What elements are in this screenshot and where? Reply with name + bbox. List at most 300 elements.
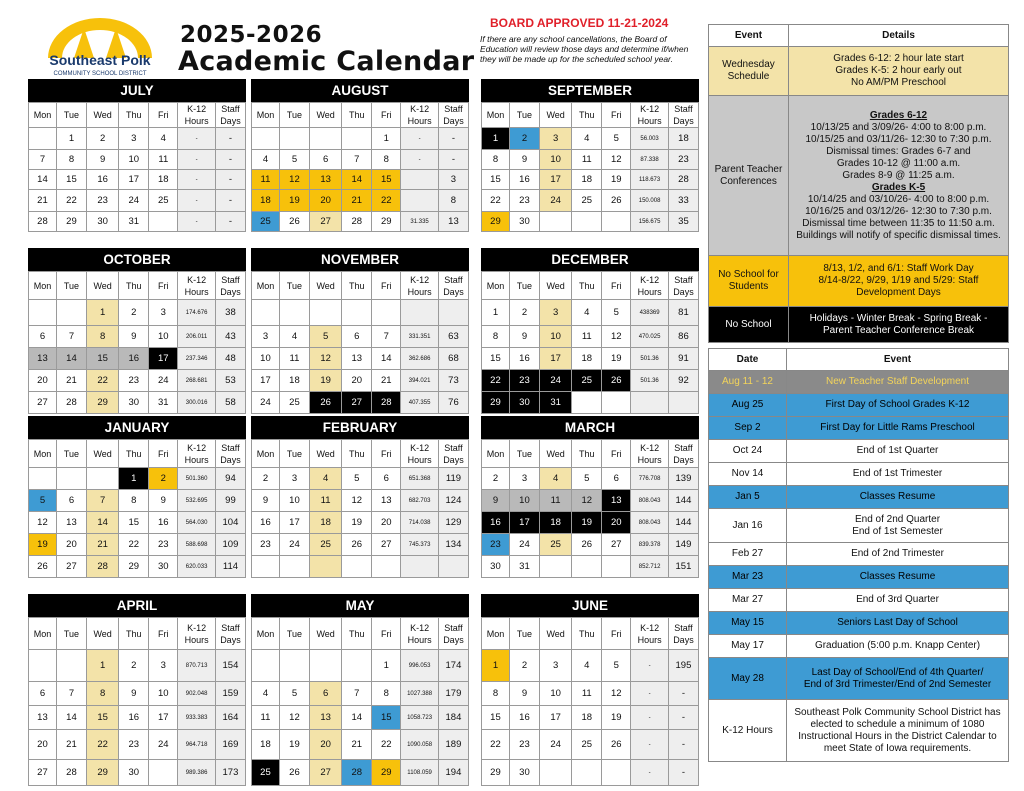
weekday-header: Tue <box>56 272 86 300</box>
month-february <box>251 416 469 578</box>
day-cell: 14 <box>87 512 119 534</box>
day-cell: 24 <box>540 190 572 212</box>
staff-days-cell: - <box>668 682 698 706</box>
weekday-header: Mon <box>252 272 280 300</box>
day-cell: 13 <box>56 512 86 534</box>
staff-days-cell: 28 <box>668 170 698 190</box>
day-cell: 7 <box>342 682 372 706</box>
day-cell: 29 <box>372 212 401 232</box>
day-cell: 11 <box>540 490 572 512</box>
month-title: NOVEMBER <box>251 248 469 271</box>
day-cell: 10 <box>509 490 539 512</box>
weekday-header: Tue <box>279 440 309 468</box>
k12-hours-cell: 964.718 <box>178 730 216 760</box>
weekday-header: K-12 Hours <box>178 103 216 128</box>
event-date: Feb 27 <box>709 543 787 566</box>
day-cell: 4 <box>279 326 309 348</box>
staff-days-cell: 8 <box>438 190 468 212</box>
day-cell: 23 <box>482 534 510 556</box>
staff-days-cell: 144 <box>668 512 698 534</box>
staff-days-cell: 109 <box>215 534 245 556</box>
day-cell: 31 <box>509 556 539 578</box>
day-cell <box>602 392 631 414</box>
day-cell: 24 <box>279 534 309 556</box>
day-cell: 9 <box>87 150 119 170</box>
k12-hours-cell: 438369 <box>631 300 669 326</box>
k12-hours-cell: 206.011 <box>178 326 216 348</box>
day-cell: 11 <box>279 348 309 370</box>
month-title: APRIL <box>28 594 246 617</box>
month-september <box>481 79 699 232</box>
event-row <box>709 440 1009 463</box>
day-cell: 2 <box>509 300 539 326</box>
day-cell: 1 <box>119 468 149 490</box>
day-cell: 22 <box>482 190 510 212</box>
day-cell: 21 <box>29 190 57 212</box>
month-august <box>251 79 469 232</box>
weekday-header: Wed <box>540 272 572 300</box>
k12-hours-cell: 501.360 <box>178 468 216 490</box>
weekday-header: Fri <box>372 272 401 300</box>
week-row <box>252 650 469 682</box>
day-cell: 18 <box>540 512 572 534</box>
day-cell: 11 <box>252 170 280 190</box>
weekday-header: Fri <box>602 618 631 650</box>
day-cell <box>572 760 602 786</box>
day-cell: 15 <box>372 170 401 190</box>
day-cell: 15 <box>482 170 510 190</box>
k12-hours-cell <box>631 392 669 414</box>
weekday-header: Thu <box>572 618 602 650</box>
weekday-header: Mon <box>29 272 57 300</box>
weekday-header: K-12 Hours <box>631 440 669 468</box>
event-row <box>709 612 1009 635</box>
board-approved: BOARD APPROVED 11-21-2024 <box>490 16 669 30</box>
weekday-header: Wed <box>540 618 572 650</box>
title-main: Academic Calendar <box>178 46 475 77</box>
day-cell: 17 <box>540 348 572 370</box>
staff-days-cell: 73 <box>438 370 468 392</box>
day-cell <box>540 212 572 232</box>
day-cell: 2 <box>149 468 178 490</box>
day-cell: 6 <box>310 682 342 706</box>
k12-hours-cell: - <box>178 170 216 190</box>
day-cell: 26 <box>29 556 57 578</box>
day-cell: 19 <box>602 170 631 190</box>
week-row <box>29 760 246 786</box>
staff-days-cell: 38 <box>215 300 245 326</box>
day-cell: 26 <box>279 760 309 786</box>
event-date: Mar 27 <box>709 589 787 612</box>
month-title: JULY <box>28 79 246 102</box>
day-cell: 28 <box>87 556 119 578</box>
day-cell: 25 <box>279 392 309 414</box>
day-cell: 3 <box>252 326 280 348</box>
day-cell: 28 <box>29 212 57 232</box>
day-cell: 25 <box>252 212 280 232</box>
day-cell: 28 <box>372 392 401 414</box>
weekday-header: Fri <box>149 272 178 300</box>
day-cell <box>29 300 57 326</box>
staff-days-cell: 144 <box>668 490 698 512</box>
event-date: Nov 14 <box>709 463 787 486</box>
weekday-header: Thu <box>342 618 372 650</box>
day-cell: 12 <box>602 150 631 170</box>
day-cell: 8 <box>482 150 510 170</box>
staff-days-cell: 119 <box>438 468 468 490</box>
day-cell: 20 <box>310 730 342 760</box>
day-cell: 25 <box>540 534 572 556</box>
day-cell: 19 <box>310 370 342 392</box>
day-cell: 31 <box>119 212 149 232</box>
k12-hours-cell: 174.676 <box>178 300 216 326</box>
day-cell: 10 <box>279 490 309 512</box>
events-header-date: Date <box>709 349 787 371</box>
event-date: May 17 <box>709 635 787 658</box>
day-cell: 12 <box>602 326 631 348</box>
day-cell: 5 <box>279 150 309 170</box>
legend-ptc-details: Grades 6-12 10/13/25 and 3/09/26- 4:00 to 8:00 p.m. 10/15/25 and 03/11/26- 12:30 to 7:30 p.m. Dismissal times: Grades 6-7 and Grades 10-12 @ 11:00 a.m. Grades 8-9 @ 11:25 a.m. Grades K-5 10/14/25 and 03/10/26- 4:00 to 8:00 p.m. 10/16/25 and 03/12/26- 12:30 to 7:30 p.m. Dismissal time between 11:35 to 11:50 a.m. Buildings will notify of specific dismissal times. <box>789 96 1009 256</box>
staff-days-cell: - <box>668 760 698 786</box>
weekday-header: Mon <box>482 440 510 468</box>
day-cell: 29 <box>119 556 149 578</box>
day-cell: 16 <box>149 512 178 534</box>
k12-hours-cell: 852.712 <box>631 556 669 578</box>
week-row <box>29 392 246 414</box>
staff-days-cell: 76 <box>438 392 468 414</box>
day-cell: 21 <box>342 730 372 760</box>
event-row <box>709 566 1009 589</box>
week-row <box>482 760 699 786</box>
k12-hours-cell: 532.695 <box>178 490 216 512</box>
day-cell: 9 <box>509 682 539 706</box>
day-cell: 6 <box>602 468 631 490</box>
week-row <box>252 326 469 348</box>
day-cell: 16 <box>252 512 280 534</box>
k12-hours-cell: 839.378 <box>631 534 669 556</box>
k12-hours-cell: 118.673 <box>631 170 669 190</box>
event-date: May 28 <box>709 658 787 700</box>
weekday-header: Mon <box>482 272 510 300</box>
k12-hours-cell: - <box>631 706 669 730</box>
k12-hours-cell: 776.708 <box>631 468 669 490</box>
day-cell: 3 <box>149 650 178 682</box>
week-row <box>252 150 469 170</box>
k12-hours-cell: 745.373 <box>401 534 439 556</box>
day-cell <box>540 760 572 786</box>
k12-hours-cell: 1027.388 <box>401 682 439 706</box>
day-cell: 6 <box>310 150 342 170</box>
day-cell: 12 <box>572 490 602 512</box>
staff-days-cell: 33 <box>668 190 698 212</box>
day-cell: 8 <box>119 490 149 512</box>
k12-hours-cell <box>401 300 439 326</box>
week-row <box>29 170 246 190</box>
day-cell: 19 <box>29 534 57 556</box>
day-cell: 2 <box>119 300 149 326</box>
week-row <box>29 650 246 682</box>
day-cell: 11 <box>310 490 342 512</box>
staff-days-cell: - <box>215 190 245 212</box>
day-cell: 18 <box>572 170 602 190</box>
day-cell <box>29 650 57 682</box>
cancellation-note: If there are any school cancellations, the Board of Education will review those days and determine if/when they will be made up for the scheduled school year. <box>480 34 689 64</box>
day-cell: 20 <box>372 512 401 534</box>
day-cell: 6 <box>372 468 401 490</box>
k12-hours-cell: 156.675 <box>631 212 669 232</box>
day-cell: 14 <box>372 348 401 370</box>
day-cell: 7 <box>372 326 401 348</box>
day-cell: 7 <box>29 150 57 170</box>
staff-days-cell: 13 <box>438 212 468 232</box>
weekday-header: Tue <box>56 103 86 128</box>
event-row <box>709 417 1009 440</box>
week-row <box>252 170 469 190</box>
weekday-header: Tue <box>56 440 86 468</box>
day-cell: 6 <box>56 490 86 512</box>
legend-wednesday-details: Grades 6-12: 2 hour late start Grades K-5: 2 hour early out No AM/PM Preschool <box>789 47 1009 96</box>
day-cell <box>29 468 57 490</box>
day-cell: 9 <box>119 682 149 706</box>
event-date: May 15 <box>709 612 787 635</box>
day-cell: 25 <box>252 760 280 786</box>
day-cell <box>149 760 178 786</box>
day-cell: 10 <box>149 326 178 348</box>
staff-days-cell: 43 <box>215 326 245 348</box>
day-cell: 2 <box>87 128 119 150</box>
day-cell: 29 <box>372 760 401 786</box>
k12-hours-cell: - <box>631 760 669 786</box>
day-cell: 22 <box>482 370 510 392</box>
week-row <box>29 150 246 170</box>
event-date: Mar 23 <box>709 566 787 589</box>
day-cell <box>149 212 178 232</box>
event-description: End of 1st Quarter <box>787 440 1009 463</box>
week-row <box>29 212 246 232</box>
weekday-header: Fri <box>602 103 631 128</box>
day-cell: 23 <box>509 190 539 212</box>
month-title: AUGUST <box>251 79 469 102</box>
k12-hours-cell: 362.686 <box>401 348 439 370</box>
day-cell: 29 <box>482 760 510 786</box>
day-cell: 22 <box>56 190 86 212</box>
k12-hours-cell: 87.338 <box>631 150 669 170</box>
staff-days-cell: 3 <box>438 170 468 190</box>
weekday-header: Wed <box>540 103 572 128</box>
staff-days-cell: 159 <box>215 682 245 706</box>
event-row <box>709 635 1009 658</box>
day-cell: 17 <box>509 512 539 534</box>
staff-days-cell: 174 <box>438 650 468 682</box>
weekday-header: Mon <box>482 618 510 650</box>
event-description: Classes Resume <box>787 486 1009 509</box>
day-cell: 15 <box>119 512 149 534</box>
k12-hours-cell: - <box>178 190 216 212</box>
week-row <box>482 706 699 730</box>
weekday-header: Wed <box>87 272 119 300</box>
week-row <box>252 512 469 534</box>
k12-hours-cell <box>401 190 439 212</box>
weekday-header: Wed <box>310 440 342 468</box>
k12-hours-cell: 237.346 <box>178 348 216 370</box>
weekday-header: Staff Days <box>215 618 245 650</box>
logo-subname: COMMUNITY SCHOOL DISTRICT <box>53 71 147 77</box>
day-cell: 27 <box>342 392 372 414</box>
staff-days-cell: 48 <box>215 348 245 370</box>
month-november <box>251 248 469 414</box>
week-row <box>252 128 469 150</box>
weekday-header: Tue <box>279 272 309 300</box>
staff-days-cell: 81 <box>668 300 698 326</box>
day-cell: 3 <box>279 468 309 490</box>
event-row <box>709 486 1009 509</box>
event-row <box>709 658 1009 700</box>
day-cell: 25 <box>572 730 602 760</box>
week-row <box>482 326 699 348</box>
day-cell <box>310 300 342 326</box>
day-cell <box>540 556 572 578</box>
staff-days-cell: 68 <box>438 348 468 370</box>
day-cell: 27 <box>372 534 401 556</box>
week-row <box>482 534 699 556</box>
day-cell: 18 <box>279 370 309 392</box>
day-cell: 16 <box>87 170 119 190</box>
week-row <box>252 468 469 490</box>
staff-days-cell: 35 <box>668 212 698 232</box>
day-cell: 24 <box>119 190 149 212</box>
day-cell: 16 <box>509 170 539 190</box>
k12-hours-cell: 331.351 <box>401 326 439 348</box>
event-description: Classes Resume <box>787 566 1009 589</box>
day-cell: 3 <box>119 128 149 150</box>
k12-hours-cell: - <box>178 128 216 150</box>
week-row <box>29 326 246 348</box>
day-cell: 18 <box>572 706 602 730</box>
day-cell: 6 <box>29 682 57 706</box>
day-cell: 8 <box>372 150 401 170</box>
event-date: Oct 24 <box>709 440 787 463</box>
k12-hours-cell: 564.030 <box>178 512 216 534</box>
day-cell: 3 <box>540 300 572 326</box>
day-cell: 5 <box>572 468 602 490</box>
staff-days-cell <box>438 300 468 326</box>
day-cell <box>252 300 280 326</box>
week-row <box>482 150 699 170</box>
k12-hours-cell: 1058.723 <box>401 706 439 730</box>
week-row <box>482 512 699 534</box>
staff-days-cell <box>438 556 468 578</box>
day-cell: 24 <box>252 392 280 414</box>
day-cell: 4 <box>572 128 602 150</box>
k12-hours-cell: 268.681 <box>178 370 216 392</box>
day-cell: 30 <box>87 212 119 232</box>
day-cell: 13 <box>372 490 401 512</box>
day-cell: 17 <box>540 170 572 190</box>
weekday-header: Fri <box>372 618 401 650</box>
week-row <box>482 556 699 578</box>
weekday-header: K-12 Hours <box>631 272 669 300</box>
day-cell: 26 <box>602 190 631 212</box>
day-cell: 27 <box>29 392 57 414</box>
day-cell: 27 <box>29 760 57 786</box>
week-row <box>252 730 469 760</box>
day-cell: 18 <box>310 512 342 534</box>
day-cell: 22 <box>372 190 401 212</box>
weekday-header: Thu <box>572 440 602 468</box>
weekday-header: K-12 Hours <box>178 618 216 650</box>
day-cell: 14 <box>342 706 372 730</box>
staff-days-cell: 134 <box>438 534 468 556</box>
day-cell: 13 <box>29 706 57 730</box>
weekday-header: Thu <box>119 103 149 128</box>
day-cell: 8 <box>372 682 401 706</box>
k12-hours-cell: 31.335 <box>401 212 439 232</box>
legend-noschool-label: No School <box>709 307 789 343</box>
staff-days-cell: 63 <box>438 326 468 348</box>
day-cell: 24 <box>149 730 178 760</box>
day-cell: 1 <box>482 128 510 150</box>
event-date: Sep 2 <box>709 417 787 440</box>
week-row <box>252 760 469 786</box>
event-description: First Day for Little Rams Preschool <box>787 417 1009 440</box>
day-cell: 2 <box>119 650 149 682</box>
day-cell: 11 <box>572 326 602 348</box>
staff-days-cell: 154 <box>215 650 245 682</box>
day-cell: 1 <box>87 300 119 326</box>
legend-header-details: Details <box>789 25 1009 47</box>
day-cell: 7 <box>87 490 119 512</box>
month-title: MAY <box>251 594 469 617</box>
staff-days-cell: 149 <box>668 534 698 556</box>
day-cell <box>56 468 86 490</box>
week-row <box>252 706 469 730</box>
day-cell: 15 <box>87 348 119 370</box>
k12-hours-cell: 620.033 <box>178 556 216 578</box>
week-row <box>29 534 246 556</box>
day-cell <box>252 556 280 578</box>
staff-days-cell: 99 <box>215 490 245 512</box>
day-cell: 25 <box>572 370 602 392</box>
k12-hours-cell: 150.008 <box>631 190 669 212</box>
month-title: SEPTEMBER <box>481 79 699 102</box>
day-cell: 10 <box>540 326 572 348</box>
day-cell: 26 <box>310 392 342 414</box>
weekday-header: Mon <box>252 103 280 128</box>
weekday-header: Thu <box>119 272 149 300</box>
day-cell: 9 <box>149 490 178 512</box>
day-cell: 1 <box>56 128 86 150</box>
week-row <box>29 556 246 578</box>
day-cell <box>572 392 602 414</box>
legend-header-event: Event <box>709 25 789 47</box>
day-cell: 12 <box>342 490 372 512</box>
day-cell: 6 <box>342 326 372 348</box>
weekday-header: Wed <box>87 103 119 128</box>
day-cell <box>572 212 602 232</box>
event-date: K-12 Hours <box>709 700 787 762</box>
day-cell: 15 <box>372 706 401 730</box>
day-cell: 30 <box>509 212 539 232</box>
week-row <box>482 370 699 392</box>
k12-hours-cell: 808.043 <box>631 512 669 534</box>
month-title: MARCH <box>481 416 699 439</box>
weekday-header: Fri <box>602 440 631 468</box>
day-cell: 4 <box>310 468 342 490</box>
week-row <box>482 392 699 414</box>
day-cell: 27 <box>56 556 86 578</box>
day-cell: 22 <box>372 730 401 760</box>
legend-ptc-label: Parent Teacher Conferences <box>709 96 789 256</box>
